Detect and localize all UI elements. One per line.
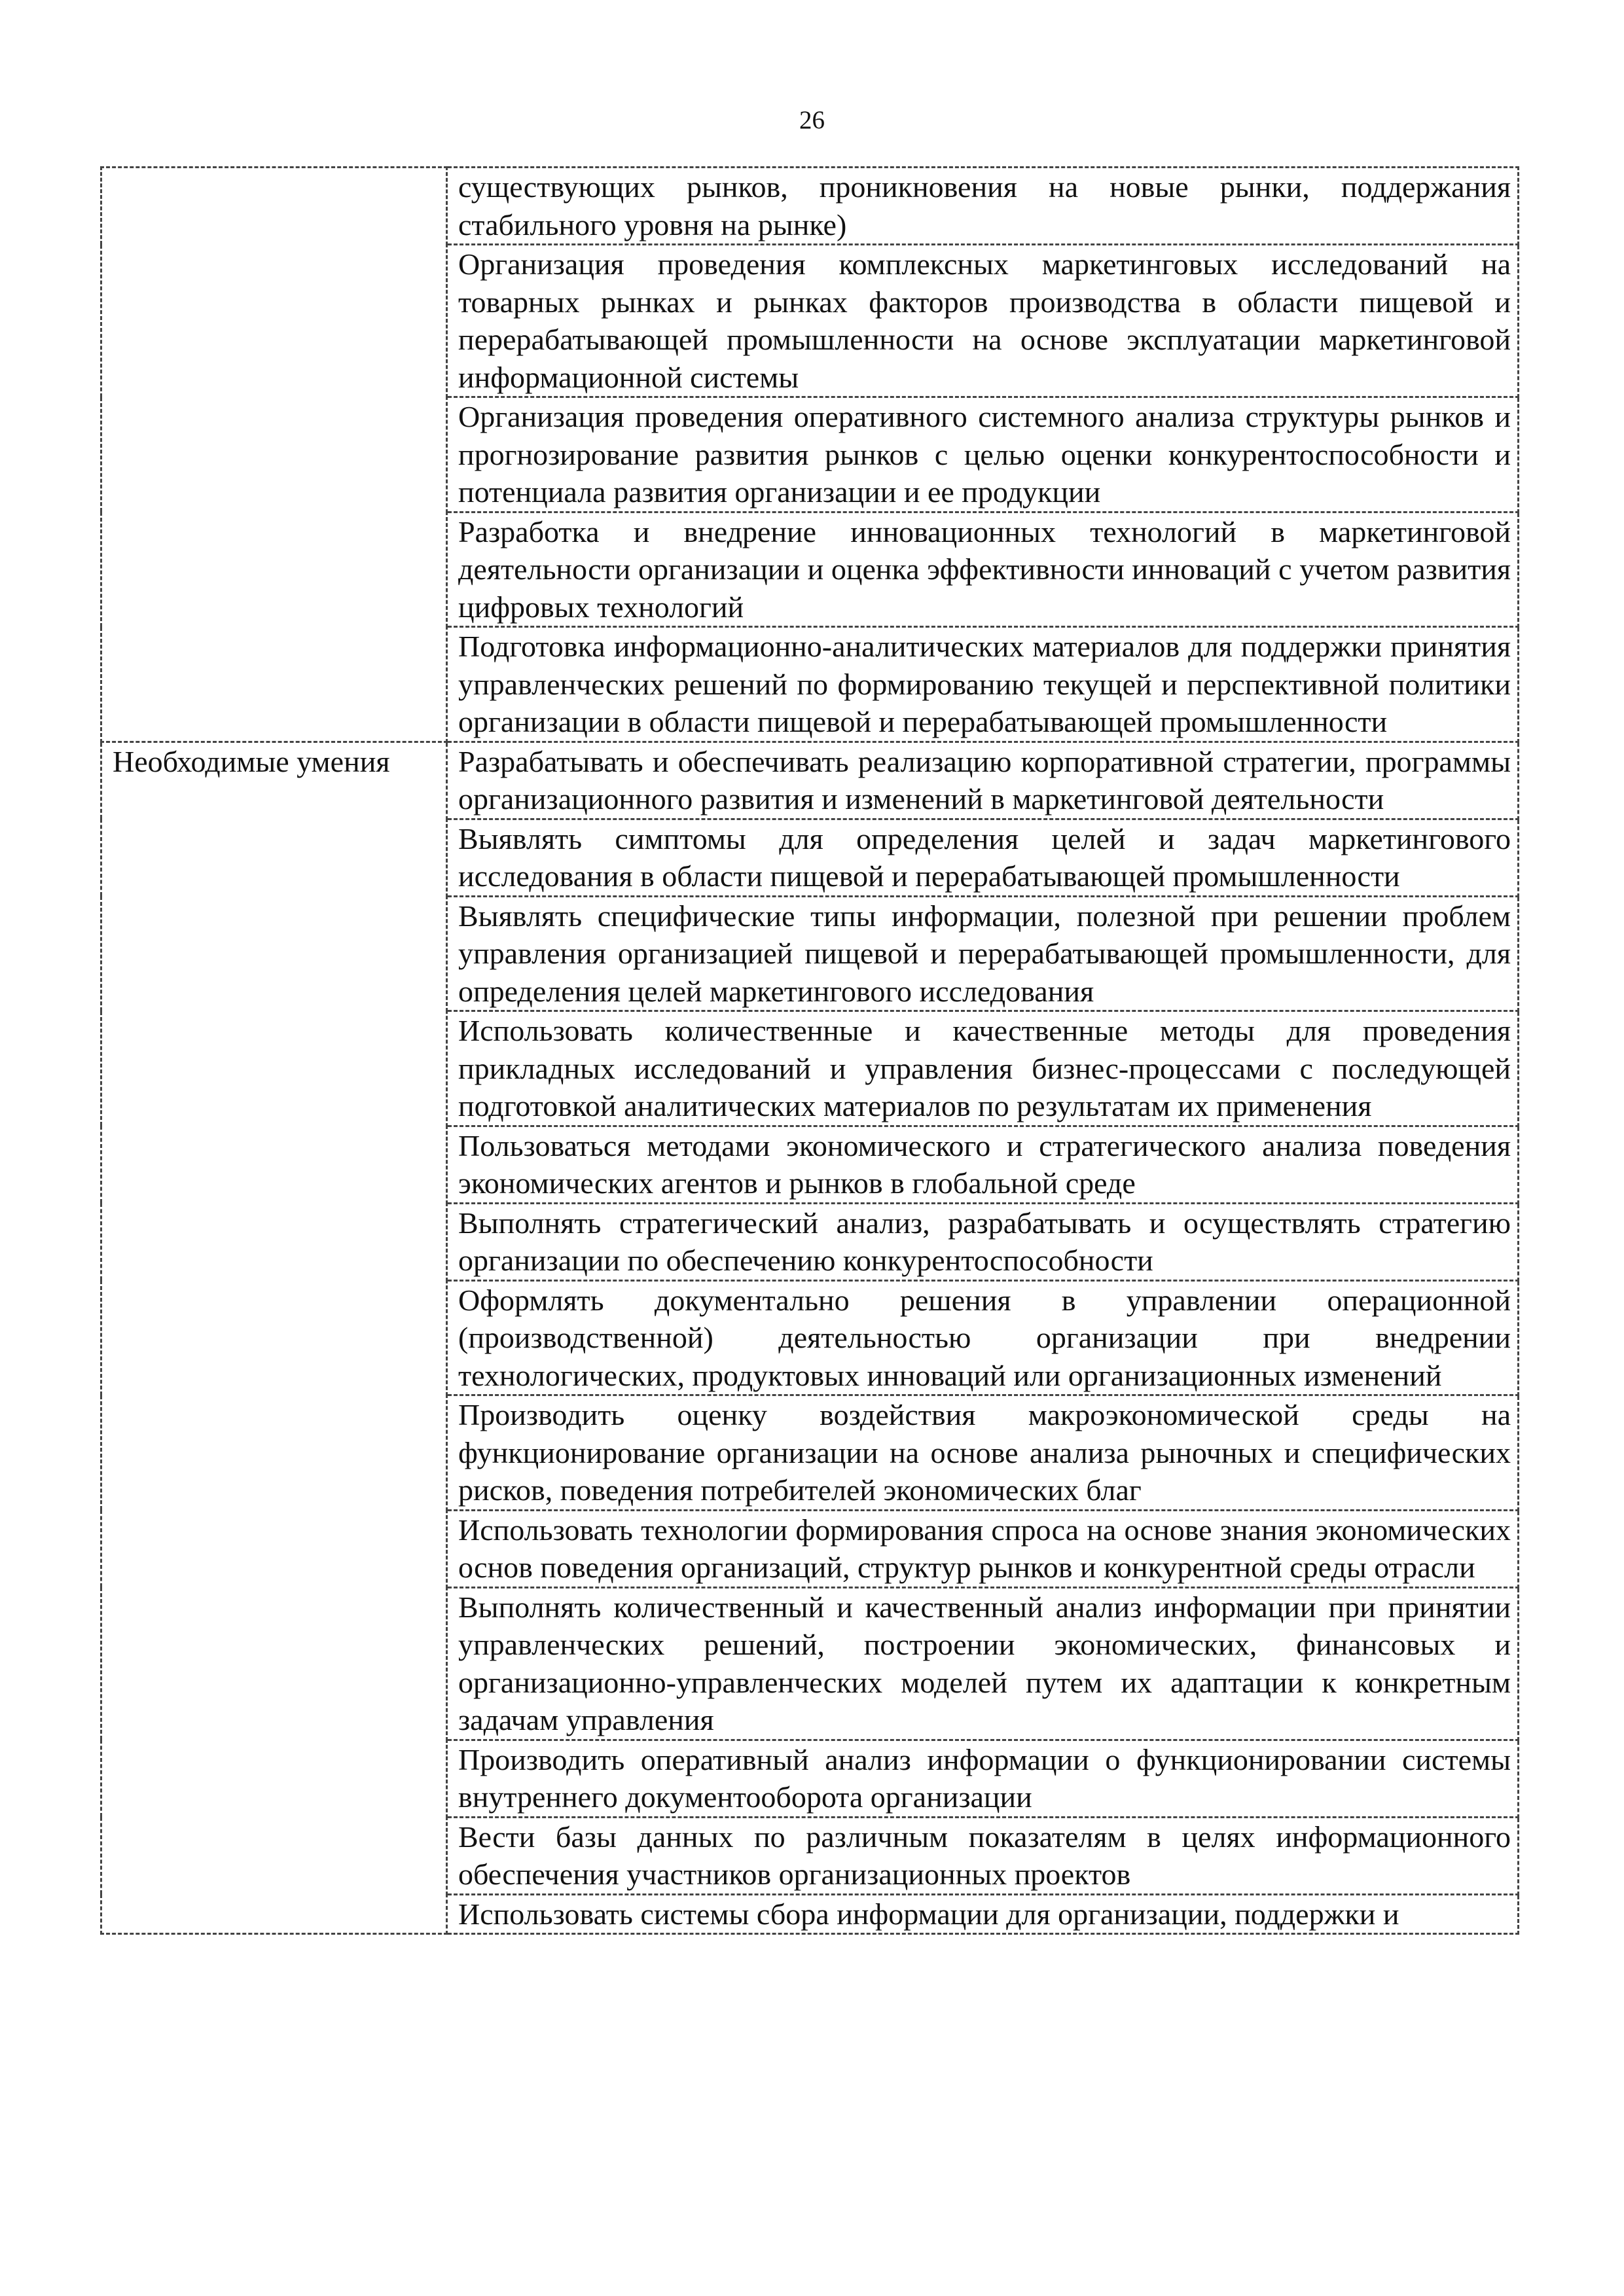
table-cell: Организация проведения комплексных маркетинговых исследований на товарных рынках и рынках факторов производства в области пищевой и перерабатывающей промышленности на основе эксплуатации маркетинговой информационной системы xyxy=(447,245,1519,397)
table-cell: Пользоваться методами экономического и стратегического анализа поведения экономических агентов и рынков в глобальной среде xyxy=(447,1126,1519,1203)
table-cell: Производить оценку воздействия макроэкономической среды на функционирование организации на основе анализа рыночных и специфических рисков, поведения потребителей экономических благ xyxy=(447,1395,1519,1511)
table-cell: Организация проведения оперативного системного анализа структуры рынков и прогнозирование развития рынков с целью оценки конкурентоспособности и потенциала развития организации и ее продукции xyxy=(447,397,1519,512)
table-cell: Использовать системы сбора информации для организации, поддержки и xyxy=(447,1894,1519,1934)
section-label: Необходимые умения xyxy=(113,744,390,778)
label-cell-continued xyxy=(101,168,447,742)
label-cell-skills xyxy=(101,742,447,1934)
table-cell: Выявлять симптомы для определения целей и задач маркетингового исследования в области пищевой и перерабатывающей промышленности xyxy=(447,819,1519,896)
table-cell: Выявлять специфические типы информации, полезной при решении проблем управления организацией пищевой и перерабатывающей промышленности, для определения целей маркетингового исследования xyxy=(447,896,1519,1011)
table-cell: Оформлять документально решения в управлении операционной (производственной) деятельностью организации при внедрении технологических, продуктовых инноваций или организационных изменений xyxy=(447,1280,1519,1395)
table-cell: Подготовка информационно-аналитических материалов для поддержки принятия управленческих решений по формированию текущей и перспективной политики организации в области пищевой и перерабатывающей промышленности xyxy=(447,627,1519,742)
table-row xyxy=(101,742,1519,819)
table-cell: Использовать технологии формирования спроса на основе знания экономических основ поведения организаций, структур рынков и конкурентной среды отрасли xyxy=(447,1510,1519,1587)
table-cell: Выполнять стратегический анализ, разрабатывать и осуществлять стратегию организации по обеспечению конкурентоспособности xyxy=(447,1203,1519,1280)
table-cell: Разрабатывать и обеспечивать реализацию корпоративной стратегии, программы организационного развития и изменений в маркетинговой деятельности xyxy=(447,742,1519,819)
table-cell: Выполнять количественный и качественный анализ информации при принятии управленческих решений, построении экономических, финансовых и организационно-управленческих моделей путем их адаптации к конкретным задачам управления xyxy=(447,1587,1519,1740)
table-cell: Производить оперативный анализ информации о функционировании системы внутреннего документооборота организации xyxy=(447,1740,1519,1817)
table-cell: Вести базы данных по различным показателям в целях информационного обеспечения участников организационных проектов xyxy=(447,1817,1519,1894)
table-cell: существующих рынков, проникновения на новые рынки, поддержания стабильного уровня на рынке) xyxy=(447,168,1519,245)
page-number: 26 xyxy=(799,106,825,134)
table-cell: Разработка и внедрение инновационных технологий в маркетинговой деятельности организации и оценка эффективности инноваций с учетом развития цифровых технологий xyxy=(447,512,1519,627)
competency-table-body xyxy=(101,168,1519,1934)
competency-table xyxy=(100,166,1519,1935)
table-cell: Использовать количественные и качественные методы для проведения прикладных исследований и управления бизнес-процессами с последующей подготовкой аналитических материалов по результатам их применения xyxy=(447,1011,1519,1126)
table-row xyxy=(101,168,1519,245)
